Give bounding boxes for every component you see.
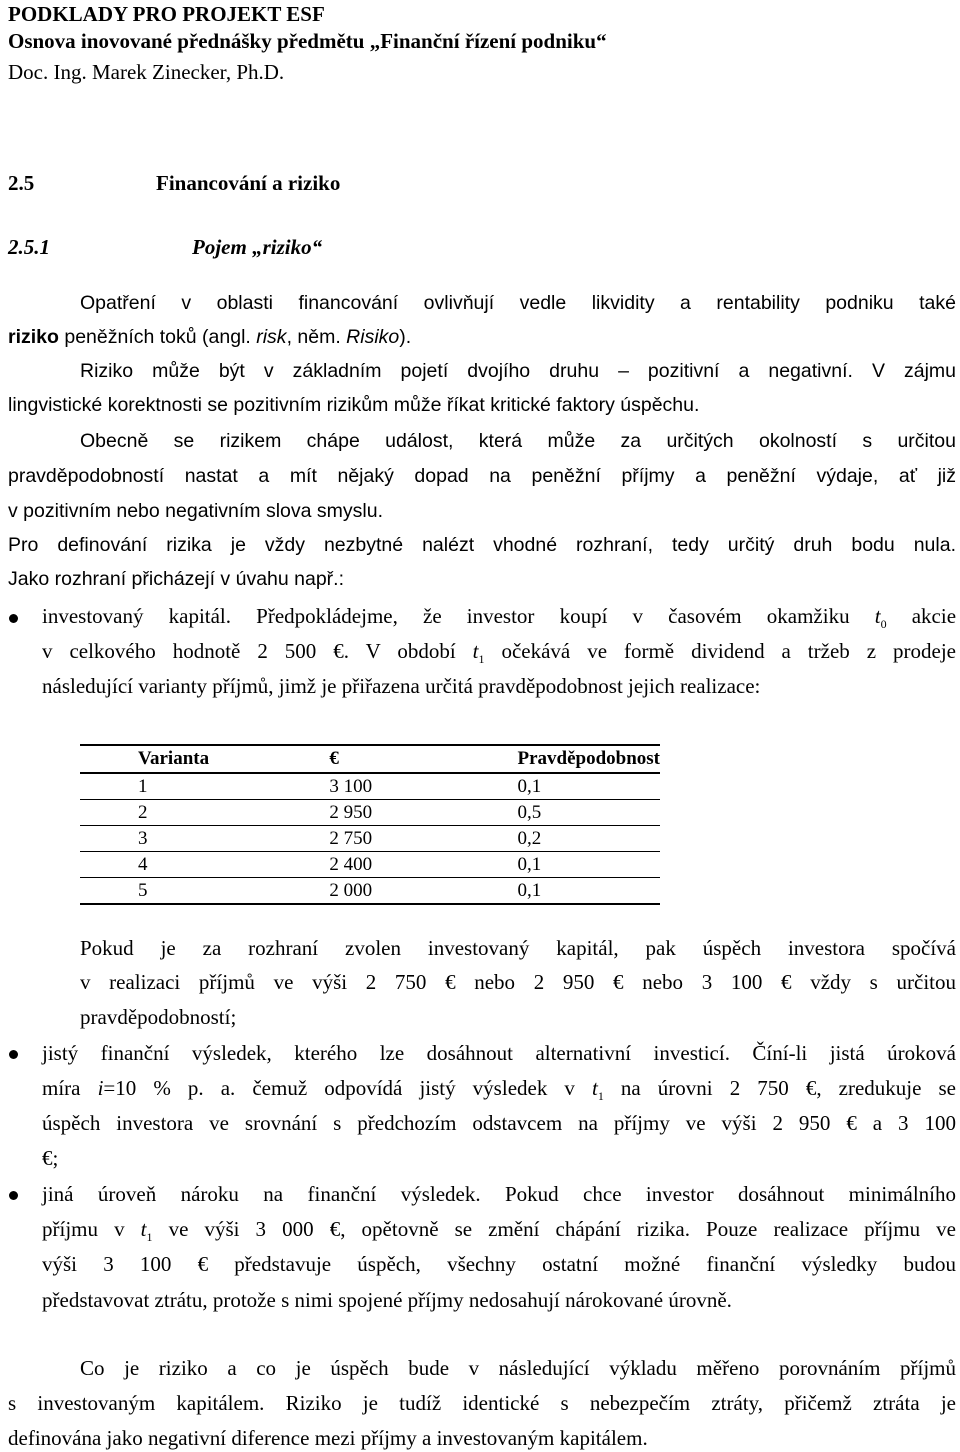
bullet-line: představovat ztrátu, protože s nimi spojené příjmy nedosahují nárokované úrovně.	[42, 1288, 732, 1312]
col-header-probability: Pravděpodobnost	[491, 745, 660, 773]
bullet-line: příjmu v $t_1$ ve výši 3 000 €, opětovně se změní chápání rizika. Pouze realizace příjmu ve	[42, 1217, 956, 1245]
paragraph-line: Co je riziko a co je úspěch bude v následující výkladu měřeno porovnáním příjmů	[80, 1356, 956, 1380]
paragraph-line: Opatření v oblasti financování ovlivňují vedle likvidity a rentability podniku také	[80, 292, 956, 314]
table-row: 1 3 100 0,1	[80, 773, 660, 800]
bullet-line: jiná úroveň nároku na finanční výsledek. Pokud chce investor dosáhnout minimálního	[42, 1182, 956, 1206]
bullet-line: následující varianty příjmů, jimž je přiřazena určitá pravděpodobnost jejich realizace:	[42, 674, 761, 698]
paragraph-line: riziko peněžních toků (angl. risk, něm. Risiko).	[8, 326, 412, 348]
paragraph-line: Pro definování rizika je vždy nezbytné nalézt vhodné rozhraní, tedy určitý druh bodu nula.	[8, 534, 956, 556]
header-author: Doc. Ing. Marek Zinecker, Ph.D.	[8, 60, 285, 84]
paragraph-line: lingvistické korektnosti se pozitivním rizikům může říkat kritické faktory úspěchu.	[8, 394, 700, 416]
paragraph-line: s investovaným kapitálem. Riziko je tudíž identické s nebezpečím ztráty, přičemž ztráta je	[8, 1391, 956, 1415]
bullet-line: investovaný kapitál. Předpokládejme, že investor koupí v časovém okamžiku $t_0$ akcie	[42, 604, 957, 632]
header-project: PODKLADY PRO PROJEKT ESF	[8, 2, 325, 26]
term-riziko: riziko	[8, 326, 59, 348]
bullet-dot	[9, 1191, 18, 1200]
variants-table	[80, 744, 660, 905]
bullet-line: výši 3 100 € představuje úspěch, všechny ostatní možné finanční výsledky budou	[42, 1252, 956, 1276]
table-row: 3 2 750 0,2	[80, 826, 660, 852]
paragraph-line: Pokud je za rozhraní zvolen investovaný kapitál, pak úspěch investora spočívá	[80, 936, 956, 960]
table-header-row	[80, 745, 660, 773]
paragraph-line: v pozitivním nebo negativním slova smyslu.	[8, 500, 383, 522]
paragraph-line: Obecně se rizikem chápe událost, která může za určitých okolností s určitou	[80, 430, 956, 452]
section-number: 2.5	[8, 171, 35, 195]
subsection-number: 2.5.1	[8, 235, 50, 259]
col-header-eur: €	[321, 745, 491, 773]
table-row: 2 2 950 0,5	[80, 800, 660, 826]
bullet-dot	[9, 614, 18, 623]
paragraph-line: pravděpodobností nastat a mít nějaký dopad na peněžní příjmy a peněžní výdaje, ať již	[8, 465, 956, 487]
subsection-title: Pojem „riziko“	[192, 235, 323, 259]
header-course: Osnova inovované přednášky předmětu „Finanční řízení podniku“	[8, 29, 607, 53]
bullet-line: úspěch investora ve srovnání s předchozím odstavcem na příjmy ve výši 2 950 € a 3 100	[42, 1111, 956, 1135]
table-row: 4 2 400 0,1	[80, 852, 660, 878]
bullet-dot	[9, 1050, 18, 1059]
bullet-line: v celkového hodnotě 2 500 €. V období $t_1$ očekává ve formě dividend a tržeb z prodeje	[42, 639, 956, 667]
section-title: Financování a riziko	[156, 171, 341, 195]
bullet-line: €;	[42, 1146, 59, 1170]
paragraph-line: Jako rozhraní přicházejí v úvahu např.:	[8, 568, 345, 590]
paragraph-line: Riziko může být v základním pojetí dvojího druhu – pozitivní a negativní. V zájmu	[80, 360, 956, 382]
paragraph-line: v realizaci příjmů ve výši 2 750 € nebo 2 950 € nebo 3 100 € vždy s určitou	[80, 970, 956, 994]
bullet-line: jistý finanční výsledek, kterého lze dosáhnout alternativní investicí. Číní-li jistá úroková	[42, 1041, 956, 1065]
bullet-line: míra i=10 % p. a. čemuž odpovídá jistý výsledek v $t_1$ na úrovni 2 750 €, zredukuje se	[42, 1076, 957, 1104]
col-header-varianta: Varianta	[80, 745, 321, 773]
paragraph-line: pravděpodobností;	[80, 1005, 237, 1029]
paragraph-line: definována jako negativní diference mezi příjmy a investovaným kapitálem.	[8, 1426, 648, 1450]
table-row: 5 2 000 0,1	[138, 879, 542, 901]
